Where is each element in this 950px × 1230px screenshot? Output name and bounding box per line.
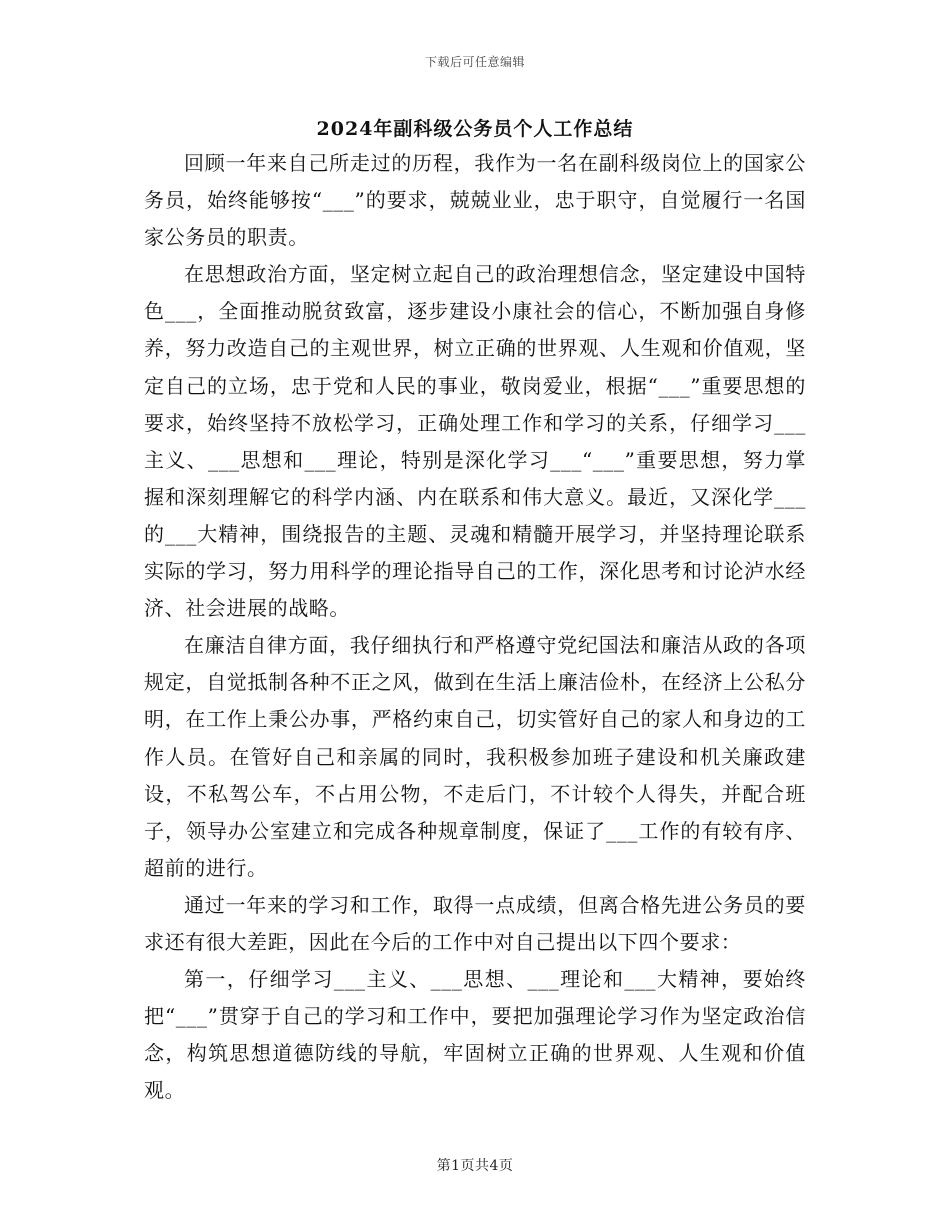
paragraph-political-thought: 在思想政治方面，坚定树立起自己的政治理想信念，坚定建设中国特色___，全面推动脱贫致富，逐步建设小康社会的信心，不断加强自身修养，努力改造自己的主观世界，树立正确的世界观、人生观和价值观，坚定自己的立场，忠于党和人民的事业，敬岗爱业，根据“___”重要思想的要求，始终坚持不放松学习，正确处理工作和学习的关系，仔细学习___主义、___思想和___理论，特别是深化学习___“___”重要思想，努力掌握和深刻理解它的科学内涵、内在联系和伟大意义。最近，又深化学___的___大精神，围绕报告的主题、灵魂和精髓开展学习，并坚持理论联系实际的学习，努力用科学的理论指导自己的工作，深化思考和讨论泸水经济、社会进展的战略。 bbox=[144, 262, 806, 621]
document-title: 2024年副科级公务员个人工作总结 bbox=[316, 118, 634, 140]
paragraph-intro: 回顾一年来自己所走过的历程，我作为一名在副科级岗位上的国家公务员，始终能够按“___”的要求，兢兢业业，忠于职守，自觉履行一名国家公务员的职责。 bbox=[144, 151, 806, 250]
paragraph-gap-summary: 通过一年来的学习和工作，取得一点成绩，但离合格先进公务员的要求还有很大差距，因此在今后的工作中对自己提出以下四个要求： bbox=[144, 892, 806, 954]
paragraph-requirement-one: 第一，仔细学习___主义、___思想、___理论和___大精神，要始终把“___”贯穿于自己的学习和工作中，要把加强理论学习作为坚定政治信念，构筑思想道德防线的导航，牢固树立正确的世界观、人生观和价值观。 bbox=[144, 967, 806, 1103]
page-header-note: 下载后可任意编辑 bbox=[424, 55, 525, 69]
paragraph-integrity: 在廉洁自律方面，我仔细执行和严格遵守党纪国法和廉洁从政的各项规定，自觉抵制各种不正之风，做到在生活上廉洁俭朴，在经济上公私分明，在工作上秉公办事，严格约束自己，切实管好自己的家人和身边的工作人员。在管好自己和亲属的同时，我积极参加班子建设和机关廉政建设，不私驾公车，不占用公物，不走后门，不计较个人得失，并配合班子，领导办公室建立和完成各种规章制度，保证了___工作的有较有序、超前的进行。 bbox=[144, 633, 806, 880]
page-number-footer: 第1页共4页 bbox=[436, 1158, 514, 1174]
document-body bbox=[144, 145, 806, 1109]
